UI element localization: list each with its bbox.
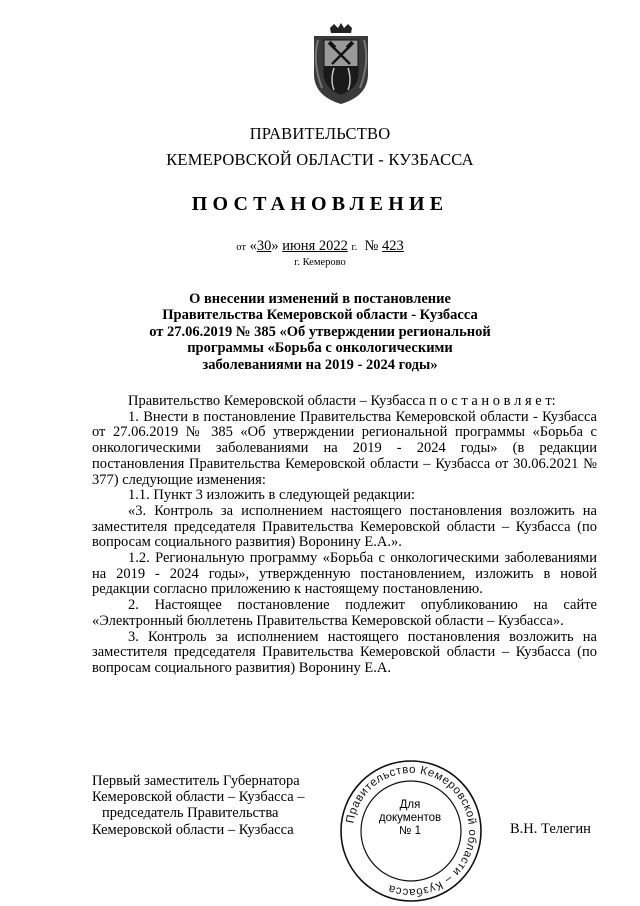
- signatory-line: председатель Правительства: [102, 805, 279, 822]
- subject-line: заболеваниями на 2019 - 2024 годы»: [202, 356, 438, 373]
- body-paragraph-1-2: 1.2. Региональную программу «Борьба с онкологическими заболеваниями на 2019 - 2024 годы», утвержденную постановлением, изложить в новой редакции согласно приложению к настоящему постановлению.: [92, 550, 597, 598]
- document-city: г. Кемерово: [294, 257, 346, 268]
- date-year-suffix: г.: [351, 242, 358, 253]
- body-intro: Правительство Кемеровской области – Кузбасса п о с т а н о в л я е т:: [128, 393, 556, 409]
- signatory-name: В.Н. Телегин: [510, 821, 591, 837]
- body-paragraph-1-1: 1.1. Пункт 3 изложить в следующей редакции:: [128, 487, 416, 504]
- signatory-line: Первый заместитель Губернатора: [92, 773, 300, 789]
- document-body: [92, 394, 597, 677]
- stamp-inner-line: № 1: [399, 825, 421, 837]
- date-from-label: от: [236, 242, 246, 253]
- signatory-line: Кемеровской области – Кузбасса –: [92, 789, 305, 806]
- number-label: №: [364, 238, 379, 254]
- subject-line: Правительства Кемеровской области - Кузбасса: [162, 307, 478, 324]
- body-paragraph-1-1-text: «3. Контроль за исполнением настоящего постановления возложить на заместителя председателя Правительства Кемеровской области – Кузбасса (по вопросам социального развития) Воронину Е.А.».: [92, 502, 597, 551]
- date-day: 30: [256, 238, 272, 254]
- subject-line: программы «Борьба с онкологическими: [187, 340, 453, 357]
- signatory-line: Кемеровской области – Кузбасса: [92, 821, 294, 838]
- stamp-ring-text: Правительство Кемеровской области – Кузбасса: [344, 763, 479, 899]
- stamp-inner-line: Для: [399, 799, 421, 811]
- stamp-inner-line: документов: [378, 812, 442, 824]
- government-title-line1: ПРАВИТЕЛЬСТВО: [249, 124, 391, 143]
- body-paragraph-1: 1. Внести в постановление Правительства Кемеровской области - Кузбасса от 27.06.2019 № 385 «Об утверждении региональной программы «Борьба с онкологическими заболеваниями на 2019 - 2024 годы» (в редакции постановления Правительства Кемеровской области – Кузбасса от 30.06.2021 № 377) следующие изменения:: [92, 408, 597, 488]
- subject-line: от 27.06.2019 № 385 «Об утверждении региональной: [149, 323, 491, 340]
- government-title-line2: КЕМЕРОВСКОЙ ОБЛАСТИ - КУЗБАССА: [166, 150, 474, 169]
- coat-of-arms-emblem: [308, 22, 374, 106]
- document-subject: [0, 291, 640, 373]
- document-type-title: ПОСТАНОВЛЕНИЕ: [191, 193, 449, 215]
- document-number: 423: [381, 238, 404, 254]
- document-date-number: [0, 238, 640, 255]
- body-paragraph-2: 2. Настоящее постановление подлежит опубликованию на сайте «Электронный бюллетень Правительства Кемеровской области – Кузбасса».: [92, 597, 597, 629]
- body-paragraph-3: 3. Контроль за исполнением настоящего постановления возложить на заместителя председателя Правительства Кемеровской области – Кузбасса (по вопросам социального развития) Воронину Е.А.: [92, 628, 597, 676]
- signatory-position: [92, 773, 305, 838]
- stamp-inner-text: [376, 799, 444, 838]
- subject-line: О внесении изменений в постановление: [189, 291, 451, 307]
- date-close-quote: »: [271, 238, 279, 254]
- date-open-quote: «: [249, 238, 257, 254]
- date-month-year: июня 2022: [282, 238, 348, 254]
